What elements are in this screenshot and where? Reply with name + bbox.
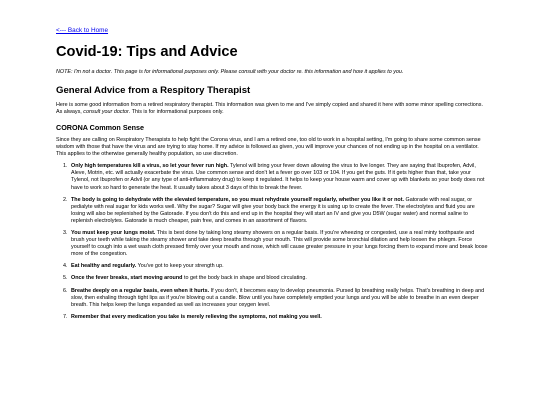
list-item-lead: You must keep your lungs moist. — [71, 229, 156, 236]
list-item — [69, 163, 488, 191]
intro-text-end: . This is for informational purposes only. — [128, 109, 224, 116]
list-item-text: Gatorade with real sugar, or pedialyte with real sugar for kids works well. Why the sugar? Sugar will give your body back the energy it is using up to create the fever. The electrolytes and fluid you are losing will also be replenished by the Gatorade. If you don't do this and end up in the hospital they will start an IV and give you D5W (sugar water) and normal saline to replenish electrolytes. Gatorade is much cheaper, pain free, and comes in an assortment of flavors. — [71, 196, 475, 224]
list-item — [69, 275, 488, 282]
list-item-text: This is best done by taking long steamy showers on a regular basis. If you're wheezing or congested, use a real minty toothpaste and brush your teeth while taking the steamy shower and take deep breaths through your mouth. This will provide some bronchial dilation and help loosen the phlegm. Force yourself to cough into a wet wash cloth pressed firmly over your mouth and nose, which will cause greater pressure in your lungs forcing them to expand more and break loose more of the congestion. — [71, 229, 488, 258]
body-paragraph: Since they are calling on Respiratory Therapists to help fight the Corona virus, and I am a retired one, too old to work in a hospital setting, I'm going to share some common sense wisdom with those that have the virus and are trying to stay home. If my advice is followed as given, you will improve your chances of not ending up in the hospital on a ventilator. This applies to the otherwise generally healthy population, so use discretion. — [56, 136, 481, 158]
list-item-lead: Only high temperatures kill a virus, so let your fever run high. — [71, 163, 229, 170]
intro-paragraph — [56, 102, 488, 116]
list-item-lead: Once the fever breaks, start moving around — [71, 275, 183, 282]
list-item-lead: The body is going to dehydrate with the elevated temperature, so you must rehydrate yourself regularly, whether you like it or not. — [71, 196, 404, 203]
list-item-text: Tylenol will bring your fever down allowing the virus to live longer. They are saying that Ibuprofen, Advil, Aleve, Motrin, etc. will actually exacerbate the virus. Use common sense and don't let a fever go over 103 or 104. If you get the guts. If it gets higher than that, take your Tylenol, not Ibuprofen or Advil (or any type of anti-inflammatory drug) to keep it regulated. It helps to keep your house warm and cover up with blankets so your body does not have to work so hard to generate the heat. It usually takes about 3 days of this to break the fever. — [71, 163, 485, 191]
disclaimer-note: NOTE: I'm not a doctor. This page is for informational purposes only. Please consult with your doctor re. this information and how it applies to you. — [56, 69, 404, 75]
list-item-lead: Eat healthy and regularly. — [71, 263, 137, 270]
advice-list — [56, 163, 488, 321]
page-title: Covid-19: Tips and Advice — [56, 44, 238, 60]
intro-text-start: Here is some good information from a retired respiratory therapist. This information was given to me and I've simply copied and shared it here with some minor spelling corrections. As always, — [56, 102, 483, 116]
list-item-lead: Remember that every medication you take is merely relieving the symptoms, not making you well. — [71, 313, 322, 320]
list-item-text: If you don't, it becomes easy to develop pneumonia. Pursed lip breathing really helps. That's breathing in deep and slow, then exhaling through tight lips as if you're blowing out a candle. Blow until you have completely emptied your lungs and you will be able to breathe in an even deeper breath. This helps keep the lungs expanded as well as increases your oxygen level. — [71, 287, 485, 308]
list-item-text: to get the body back in shape and blood circulating. — [182, 275, 307, 282]
intro-emphasis: consult your doctor — [83, 109, 129, 116]
list-item — [69, 288, 488, 309]
list-item — [69, 230, 488, 258]
list-item — [69, 263, 488, 270]
back-to-home-link[interactable]: <--- Back to Home — [56, 27, 109, 34]
list-item — [69, 314, 488, 321]
subheading: CORONA Common Sense — [56, 122, 144, 132]
list-item — [69, 197, 488, 225]
list-item-lead: Breathe deeply on a regular basis, even when it hurts. — [71, 287, 210, 294]
section-heading: General Advice from a Respitory Therapist — [56, 85, 251, 97]
list-item-text: You've got to keep your strength up. — [136, 263, 224, 270]
